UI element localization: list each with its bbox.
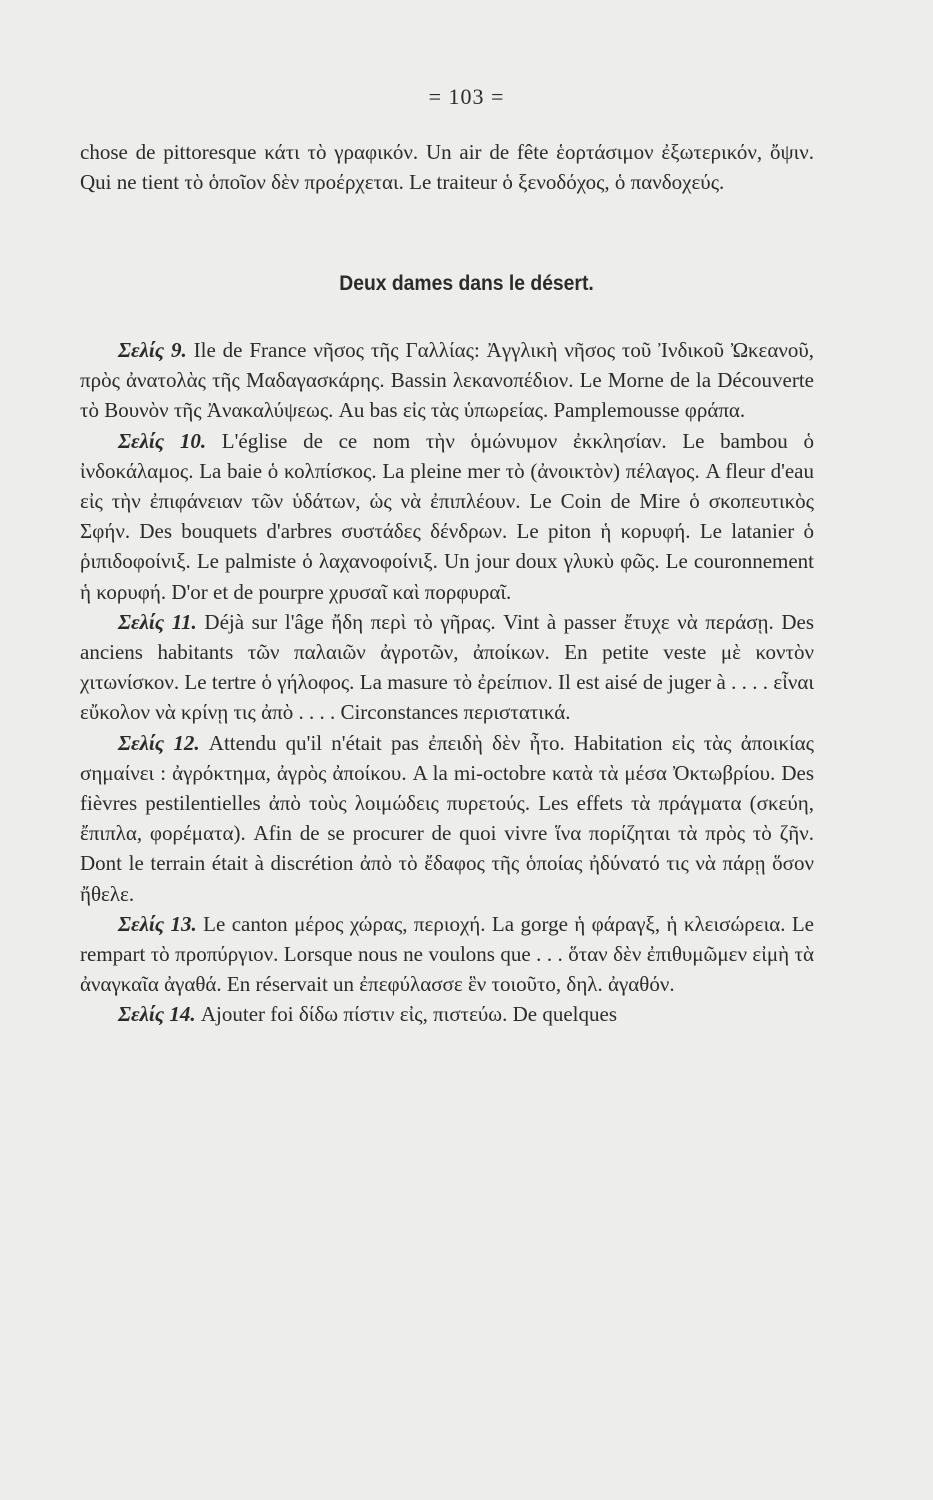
page-reference: Σελίς 13. xyxy=(118,911,197,936)
section-heading: Deux dames dans le désert. xyxy=(339,272,594,295)
entry-text: Ajouter foi δίδω πίστιν εἰς, πιστεύω. De quelques xyxy=(200,1002,618,1027)
glossary-entry-page-14 xyxy=(80,999,814,1029)
glossary-entry-page-10 xyxy=(80,426,814,607)
entry-text: L'église de ce nom τὴν ὁμώνυμον ἐκκλησίαν. Le bambou ὁ ἰνδοκάλαμος. La baie ὁ κολπίσκος. La pleine mer τὸ (ἀνοικτὸν) πέλαγος. A fleur d'eau εἰς τὴν ἐπιφάνειαν τῶν ὑδάτων, ὡς νὰ ἐπιπλέουν. Le Coin de Mire ὁ σκοπευτικὸς Σφήν. Des bouquets d'arbres συστάδες δένδρων. Le piton ἡ κορυφή. Le latanier ὁ ῥιπιδοφοίνιξ. Le palmiste ὁ λαχανοφοίνιξ. Un jour doux γλυκὺ φῶς. Le couronnement ἡ κορυφή. D'or et de pourpre χρυσαῖ καὶ πορφυραῖ. xyxy=(80,428,814,604)
glossary-entries xyxy=(80,335,814,1030)
page-reference: Σελίς 11. xyxy=(118,609,197,634)
page-reference: Σελίς 12. xyxy=(118,730,200,755)
entry-text: Ile de France νῆσος τῆς Γαλλίας: Ἀγγλικὴ νῆσος τοῦ Ἰνδικοῦ Ὠκεανοῦ, πρὸς ἀνατολὰς τῆς Μαδαγασκάρης. Bassin λεκανοπέδιον. Le Morne de la Découverte τὸ Βουνὸν τῆς Ἀνακαλύψεως. Au bas εἰς τὰς ὑπωρείας. Pamplemousse φράπα. xyxy=(80,338,814,423)
page-reference: Σελίς 10. xyxy=(118,428,207,453)
glossary-entry-page-13 xyxy=(80,909,814,1000)
entry-text: Attendu qu'il n'était pas ἐπειδὴ δὲν ἦτο. Habitation εἰς τὰς ἀποικίας σημαίνει : ἀγρόκτημα, ἀγρὸς ἀποίκου. A la mi-octobre κατὰ τὰ μέσα Ὀκτωβρίου. Des fièvres pestilentielles ἀπὸ τοὺς λοιμώδεις πυρετούς. Les effets τὰ πράγματα (σκεύη, ἔπιπλα, φορέματα). Afin de se procurer de quoi vivre ἵνα πορίζηται τὰ πρὸς τὸ ζῆν. Dont le terrain était à discrétion ἀπὸ τὸ ἔδαφος τῆς ὁποίας ἠδύνατό τις νὰ πάρῃ ὅσον ἤθελε. xyxy=(80,730,814,906)
intro-paragraph: chose de pittoresque κάτι τὸ γραφικόν. Un air de fête ἑορτάσιμον ἐξωτερικόν, ὄψιν. Qui ne tient τὸ ὁποῖον δὲν προέρχεται. Le traiteur ὁ ξενοδόχος, ὁ πανδοχεύς. xyxy=(80,140,814,195)
entry-text: Le canton μέρος χώρας, περιοχή. La gorge ἡ φάραγξ, ἡ κλεισώρεια. Le rempart τὸ προπύργιον. Lorsque nous ne voulons que . . . ὅταν δὲν ἐπιθυμῶμεν εἰμὴ τὰ ἀναγκαῖα ἀγαθά. En réservait un ἐπεφύλασσε ἓν τοιοῦτο, δηλ. ἀγαθόν. xyxy=(80,911,814,997)
page-reference: Σελίς 9. xyxy=(118,338,187,362)
glossary-entry-page-12 xyxy=(80,728,814,909)
entry-text: Déjà sur l'âge ἤδη περὶ τὸ γῆρας. Vint à passer ἔτυχε νὰ περάσῃ. Des anciens habitants τῶν παλαιῶν ἀγροτῶν, ἀποίκων. En petite veste μὲ κοντὸν χιτωνίσκον. Le tertre ὁ γήλοφος. La masure τὸ ἐρείπιον. Il est aisé de juger à . . . . εἶναι εὔκολον νὰ κρίνῃ τις ἀπὸ . . . . Circonstances περιστατικά. xyxy=(80,609,814,725)
glossary-entry-page-9 xyxy=(80,335,814,426)
page-reference: Σελίς 14. xyxy=(118,1002,196,1027)
glossary-entry-page-11 xyxy=(80,607,814,728)
page-number: = 103 = xyxy=(428,84,505,109)
